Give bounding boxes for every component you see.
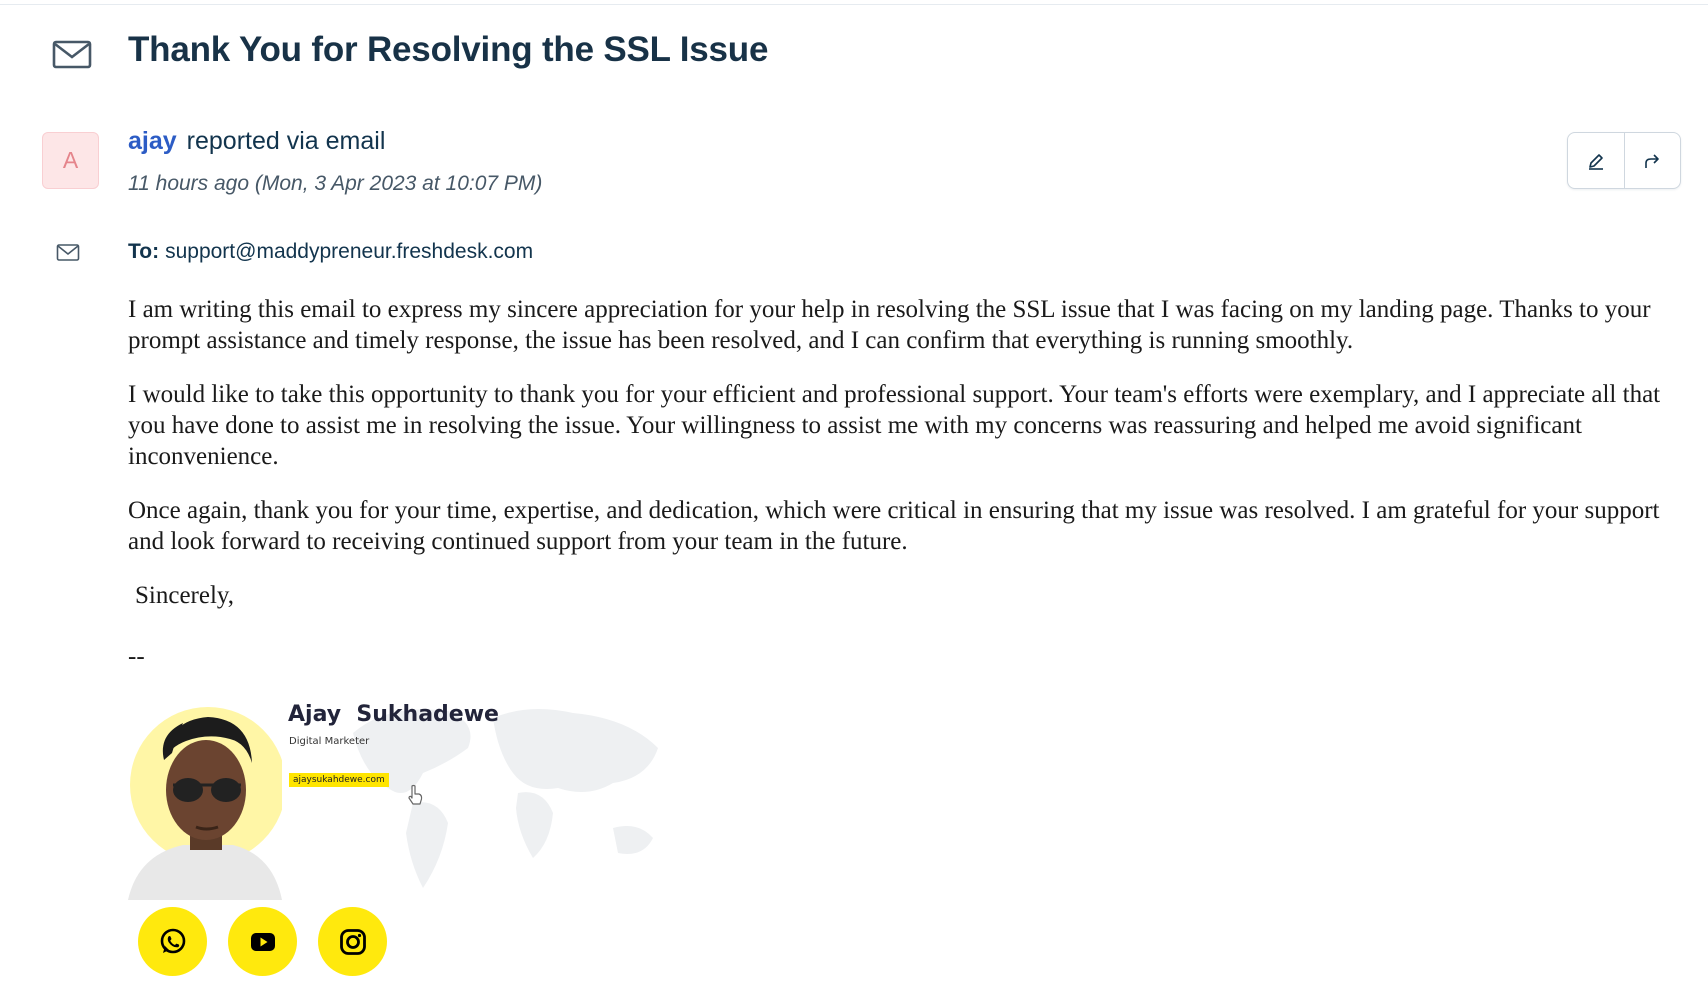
to-label: To:	[128, 240, 160, 263]
edit-button[interactable]	[1568, 133, 1624, 188]
youtube-button[interactable]	[228, 907, 297, 976]
signature-separator: --	[128, 643, 145, 670]
whatsapp-icon	[157, 926, 189, 958]
reported-via-label: reported via email	[186, 127, 386, 155]
to-address: support@maddypreneur.freshdesk.com	[165, 240, 534, 263]
email-icon	[52, 38, 92, 70]
instagram-icon	[337, 926, 369, 958]
email-paragraph: I would like to take this opportunity to thank you for your efficient and professional support. Your team's efforts were exemplary, and I appreciate all that you have done to assist me in resolving the issue. Your willingness to assist me with my concerns was reassuring and helped me avoid significant inconvenience.	[128, 381, 1661, 470]
conversation-actions	[1567, 132, 1681, 189]
pencil-icon	[1586, 151, 1606, 171]
email-paragraph: I am writing this email to express my sincere appreciation for your help in resolving the SSL issue that I was facing on my landing page. Thanks to your prompt assistance and timely response, the issue has been resolved, and I can confirm that everything is running smoothly.	[128, 296, 1651, 354]
top-divider	[0, 4, 1708, 5]
reporter-line	[128, 127, 385, 156]
whatsapp-button[interactable]	[138, 907, 207, 976]
avatar: A	[42, 132, 99, 189]
ticket-subject: Thank You for Resolving the SSL Issue	[128, 30, 769, 69]
email-body	[128, 294, 1668, 695]
email-icon	[56, 243, 80, 262]
instagram-button[interactable]	[318, 907, 387, 976]
hand-cursor-icon	[406, 784, 424, 806]
requester-name-link[interactable]: ajay	[128, 127, 177, 155]
timestamp: 11 hours ago (Mon, 3 Apr 2023 at 10:07 PM)	[128, 172, 543, 195]
email-closing: Sincerely,	[135, 582, 235, 609]
forward-arrow-icon	[1642, 151, 1662, 171]
website-link[interactable]: ajaysukahdewe.com	[289, 773, 389, 787]
email-paragraph: Once again, thank you for your time, expertise, and dedication, which were critical in ensuring that my issue was resolved. I am grateful for your support and look forward to receiving continued support from your team in the future.	[128, 497, 1660, 555]
signature-name: Ajay Sukhadewe	[288, 702, 499, 727]
forward-button[interactable]	[1624, 133, 1681, 188]
recipient-line	[128, 240, 533, 264]
email-signature	[128, 693, 673, 900]
profile-photo	[128, 705, 282, 900]
youtube-icon	[247, 926, 279, 958]
signature-title: Digital Marketer	[289, 736, 370, 747]
